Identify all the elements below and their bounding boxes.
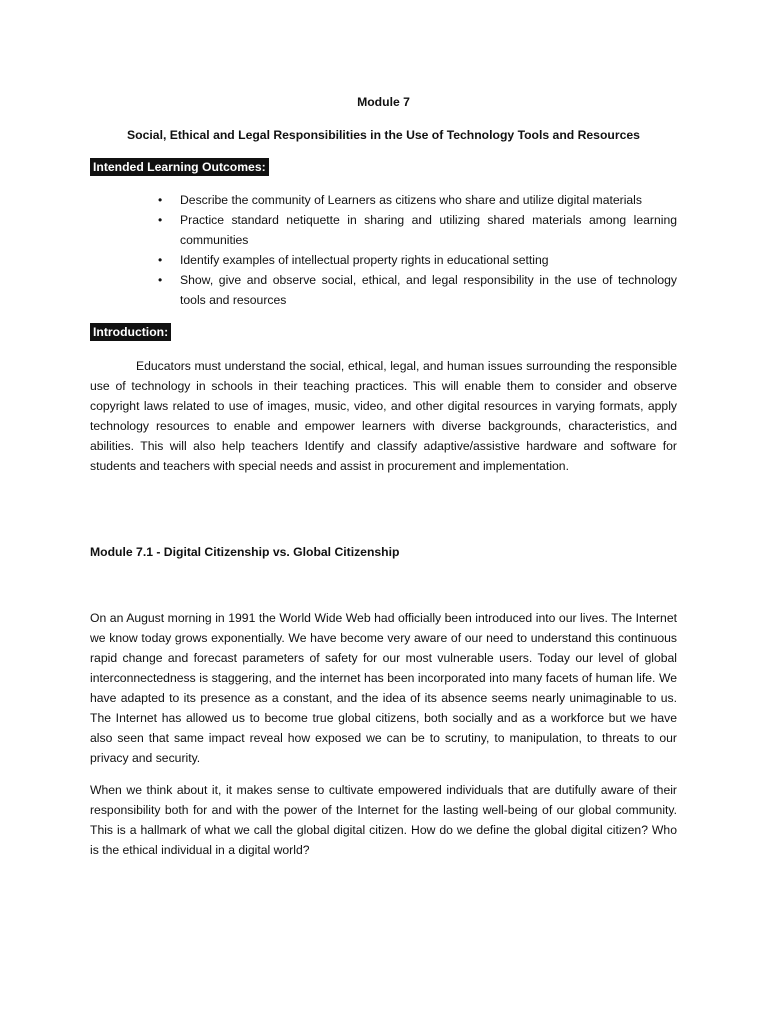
list-item-text: Identify examples of intellectual property rights in educational setting xyxy=(180,253,549,267)
list-item-text: Describe the community of Learners as citizens who share and utilize digital materials xyxy=(180,193,642,207)
bullet-icon: • xyxy=(158,193,163,207)
list-item-text: Practice standard netiquette in sharing and utilizing shared materials among learning communities xyxy=(180,213,677,247)
bullet-icon: • xyxy=(158,273,163,287)
bullet-icon: • xyxy=(158,213,163,227)
list-item xyxy=(158,270,677,310)
list-item-text: Show, give and observe social, ethical, and legal responsibility in the use of technology tools and resources xyxy=(180,273,677,307)
module-subtitle: Social, Ethical and Legal Responsibilities in the Use of Technology Tools and Resources xyxy=(127,128,640,142)
introduction-paragraph: Educators must understand the social, ethical, legal, and human issues surrounding the responsible use of technology in schools in their teaching practices. This will enable them to consider and observe copyright laws related to use of images, music, video, and other digital resources in varying formats, apply technology resources to enable and empower learners with diverse backgrounds, characteristics, and abilities. This will also help teachers Identify and classify adaptive/assistive hardware and software for students and teachers with special needs and assist in procurement and implementation. xyxy=(90,359,677,473)
bullet-icon: • xyxy=(158,253,163,267)
body-paragraph: On an August morning in 1991 the World Wide Web had officially been introduced into our lives. The Internet we know today grows exponentially. We have become very aware of our need to understand this continuous rapid change and forecast parameters of safety for our most vulnerable users. Today our level of global interconnectedness is staggering, and the internet has been incorporated into many facets of human life. We have adapted to its presence as a constant, and the idea of its absence seems nearly unimaginable to us. The Internet has allowed us to become true global citizens, both socially and as a workforce but we have also seen that same impact reveal how exposed we can be to scrutiny, to manipulation, to threats to our privacy and security. xyxy=(90,611,677,765)
introduction-label: Introduction: xyxy=(90,323,171,341)
body-paragraph: When we think about it, it makes sense to cultivate empowered individuals that are dutifully aware of their responsibility both for and with the power of the Internet for the lasting well-being of our global community. This is a hallmark of what we call the global digital citizen. How do we define the global digital citizen? Who is the ethical individual in a digital world? xyxy=(90,783,677,857)
list-item xyxy=(158,190,677,210)
module-title: Module 7 xyxy=(357,95,410,109)
list-item xyxy=(158,250,677,270)
list-item xyxy=(158,210,677,250)
learning-outcomes-list xyxy=(158,190,677,310)
learning-outcomes-label: Intended Learning Outcomes: xyxy=(90,158,269,176)
section-heading: Module 7.1 - Digital Citizenship vs. Global Citizenship xyxy=(90,545,400,559)
